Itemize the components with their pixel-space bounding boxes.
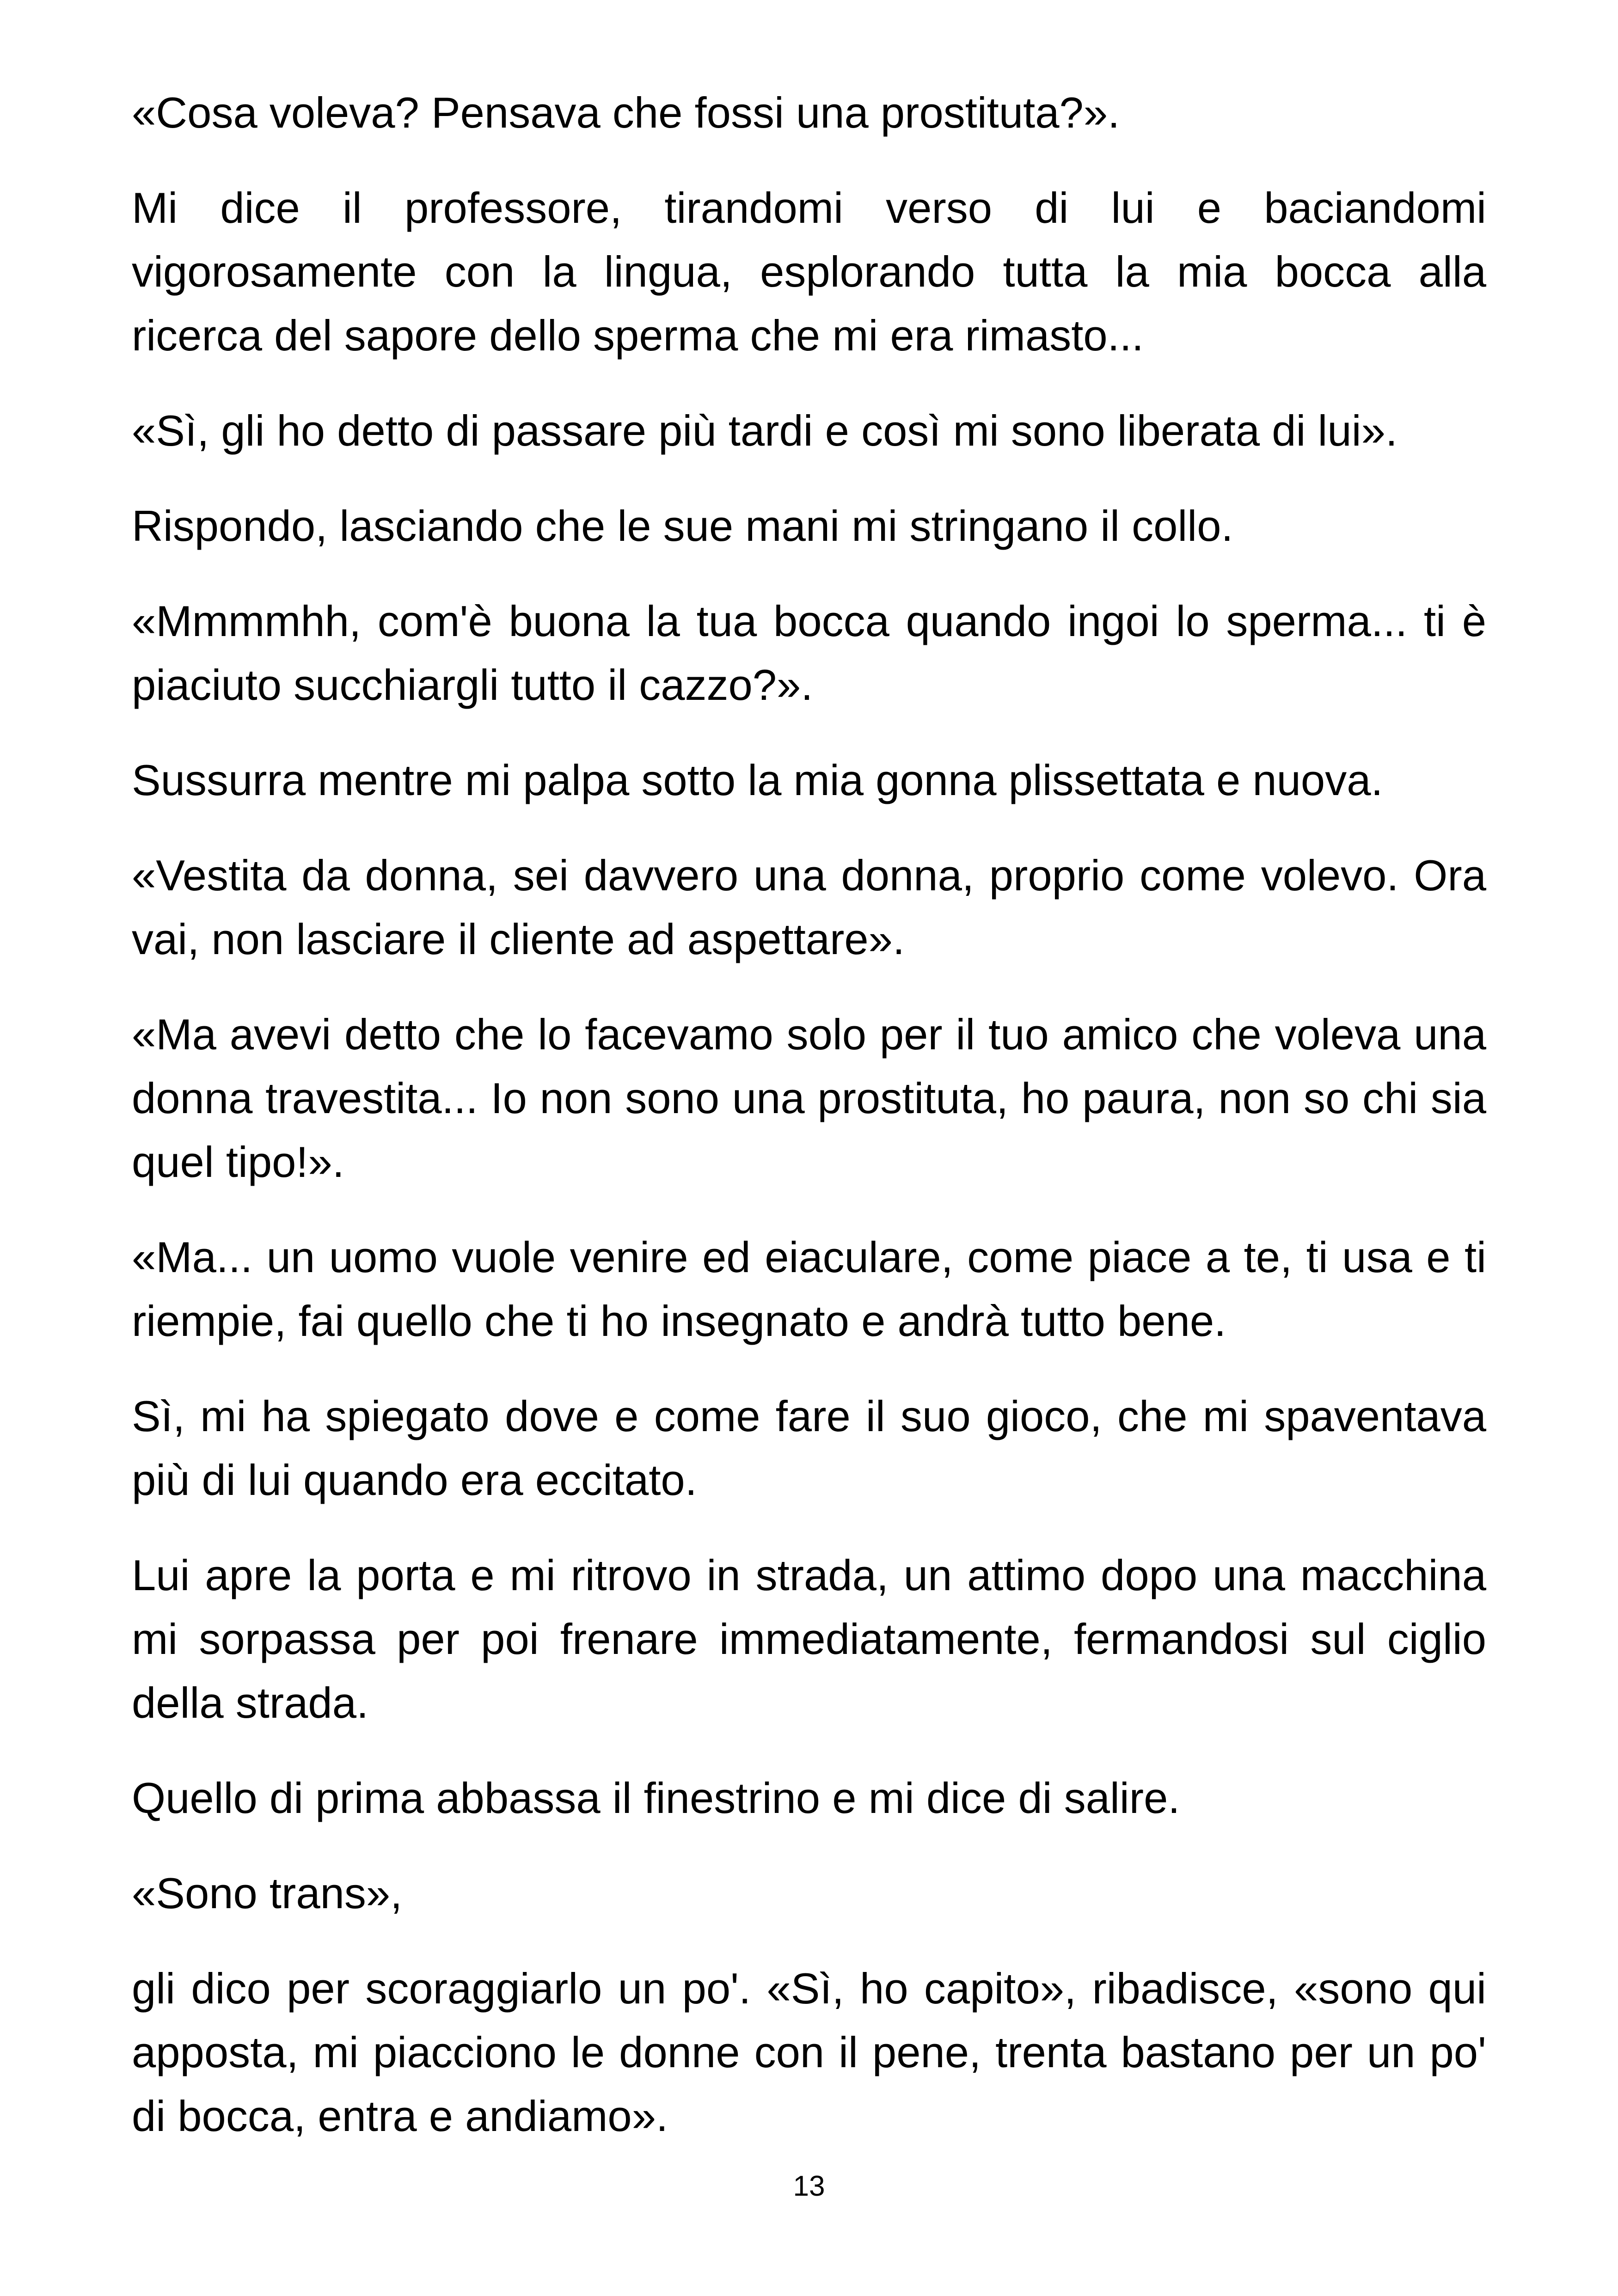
paragraph-1: «Cosa voleva? Pensava che fossi una prostituta?». [132, 88, 1120, 137]
paragraph-3: «Sì, gli ho detto di passare più tardi e così mi sono liberata di lui». [132, 406, 1397, 455]
paragraph-10: Sì, mi ha spiegato dove e come fare il suo gioco, che mi spaventava più di lui quando era eccitato. [132, 1392, 1486, 1504]
paragraph-5: «Mmmmhh, com'è buona la tua bocca quando ingoi lo sperma... ti è piaciuto succhiargli tutto il cazzo?». [132, 597, 1486, 709]
page-number: 13 [793, 2170, 825, 2202]
paragraph-4: Rispondo, lasciando che le sue mani mi stringano il collo. [132, 502, 1233, 550]
paragraph-2: Mi dice il professore, tirandomi verso di lui e baciandomi vigorosamente con la lingua, esplorando tutta la mia bocca alla ricerca del sapore dello sperma che mi era rimasto... [132, 184, 1486, 360]
paragraph-9: «Ma... un uomo vuole venire ed eiaculare, come piace a te, ti usa e ti riempie, fai quello che ti ho insegnato e andrà tutto bene. [132, 1233, 1486, 1345]
paragraph-7: «Vestita da donna, sei davvero una donna, proprio come volevo. Ora vai, non lasciare il cliente ad aspettare». [132, 851, 1486, 963]
paragraph-11: Lui apre la porta e mi ritrovo in strada, un attimo dopo una macchina mi sorpassa per poi frenare immediatamente, fermandosi sul ciglio della strada. [132, 1551, 1486, 1727]
paragraph-14: gli dico per scoraggiarlo un po'. «Sì, ho capito», ribadisce, «sono qui apposta, mi piacciono le donne con il pene, trenta bastano per un po' di bocca, entra e andiamo». [132, 1964, 1486, 2140]
paragraph-12: Quello di prima abbassa il finestrino e mi dice di salire. [132, 1774, 1180, 1822]
paragraph-6: Sussurra mentre mi palpa sotto la mia gonna plissettata e nuova. [132, 756, 1383, 804]
paragraph-13: «Sono trans», [132, 1869, 403, 1917]
paragraph-8: «Ma avevi detto che lo facevamo solo per il tuo amico che voleva una donna travestita... Io non sono una prostituta, ho paura, non so chi sia quel tipo!». [132, 1010, 1486, 1186]
body-text [132, 81, 1486, 2180]
